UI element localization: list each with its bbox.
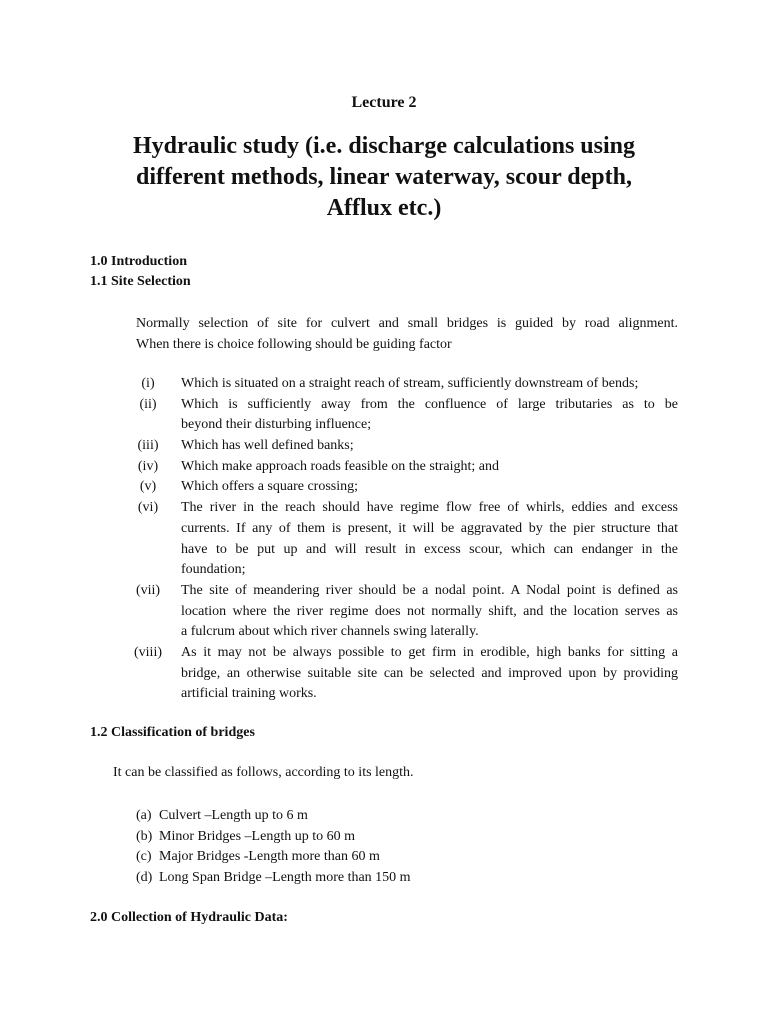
list-text: Major Bridges -Length more than 60 m bbox=[159, 849, 380, 864]
lecture-label: Lecture 2 bbox=[351, 94, 417, 111]
list-number: (iii) bbox=[137, 438, 159, 454]
heading-classification: 1.2 Classification of bridges bbox=[90, 725, 255, 740]
list-text: currents. If any of them is present, it will be aggravated by the pier structure that bbox=[181, 520, 678, 536]
list-text: have to be put up and will result in excess scour, which can endanger in the bbox=[181, 541, 678, 557]
list-item bbox=[0, 374, 768, 395]
list-text: As it may not be always possible to get firm in erodible, high banks for sitting a bbox=[181, 645, 678, 661]
list-number: (b) bbox=[136, 828, 153, 844]
list-text: foundation; bbox=[181, 562, 246, 578]
list-number: (c) bbox=[136, 849, 152, 864]
title-line: different methods, linear waterway, scour depth, bbox=[136, 164, 632, 190]
list-item bbox=[0, 581, 768, 643]
intro-line: Normally selection of site for culvert and small bridges is guided by road alignment. bbox=[136, 316, 678, 331]
list-text: location where the river regime does not normally shift, and the location serves as bbox=[181, 603, 678, 619]
list-number: (d) bbox=[136, 869, 153, 885]
list-item bbox=[0, 806, 768, 827]
list-item bbox=[0, 477, 768, 498]
list-text: Minor Bridges –Length up to 60 m bbox=[159, 828, 355, 844]
list-item bbox=[0, 457, 768, 478]
list-item bbox=[0, 643, 768, 705]
title-line: Hydraulic study (i.e. discharge calculations using bbox=[132, 133, 636, 159]
list-text: Which has well defined banks; bbox=[181, 438, 354, 454]
title-line: Afflux etc.) bbox=[326, 195, 442, 221]
list-item bbox=[0, 827, 768, 848]
list-number: (a) bbox=[136, 808, 152, 823]
list-number: (vi) bbox=[137, 500, 159, 516]
list-text: Which is sufficiently away from the confluence of large tributaries as to be bbox=[181, 396, 678, 412]
list-number: (viii) bbox=[134, 645, 162, 661]
list-number: (i) bbox=[141, 376, 155, 391]
list-text: a fulcrum about which river channels swing laterally. bbox=[181, 624, 479, 640]
list-text: Which is situated on a straight reach of stream, sufficiently downstream of bends; bbox=[181, 376, 639, 391]
list-text: artificial training works. bbox=[181, 686, 317, 702]
intro-paragraph bbox=[136, 313, 678, 355]
list-text: bridge, an otherwise suitable site can be selected and improved upon by providing bbox=[181, 665, 678, 681]
classification-intro: It can be classified as follows, according to its length. bbox=[113, 765, 414, 780]
list-number: (iv) bbox=[137, 458, 159, 474]
heading-site-selection: 1.1 Site Selection bbox=[90, 274, 191, 289]
list-number: (ii) bbox=[139, 396, 157, 412]
list-text: The river in the reach should have regime flow free of whirls, eddies and excess bbox=[181, 500, 678, 516]
list-number: (vii) bbox=[135, 582, 161, 598]
intro-line: When there is choice following should be guiding factor bbox=[136, 337, 452, 352]
list-text: Culvert –Length up to 6 m bbox=[159, 808, 308, 823]
list-text: Which offers a square crossing; bbox=[181, 479, 359, 495]
list-text: The site of meandering river should be a nodal point. A Nodal point is defined as bbox=[181, 582, 678, 598]
list-text: Which make approach roads feasible on the straight; and bbox=[181, 458, 499, 474]
list-item bbox=[0, 847, 768, 868]
list-item bbox=[0, 395, 768, 436]
list-item bbox=[0, 498, 768, 581]
list-item bbox=[0, 436, 768, 457]
list-text: beyond their disturbing influence; bbox=[181, 417, 372, 433]
list-number: (v) bbox=[139, 479, 157, 495]
heading-introduction: 1.0 Introduction bbox=[90, 254, 187, 269]
list-item bbox=[0, 868, 768, 889]
classification-list bbox=[0, 806, 768, 888]
list-text: Long Span Bridge –Length more than 150 m bbox=[159, 869, 411, 885]
page-title bbox=[84, 131, 684, 224]
factor-list bbox=[0, 374, 768, 705]
heading-hydraulic-data: 2.0 Collection of Hydraulic Data: bbox=[90, 910, 288, 925]
